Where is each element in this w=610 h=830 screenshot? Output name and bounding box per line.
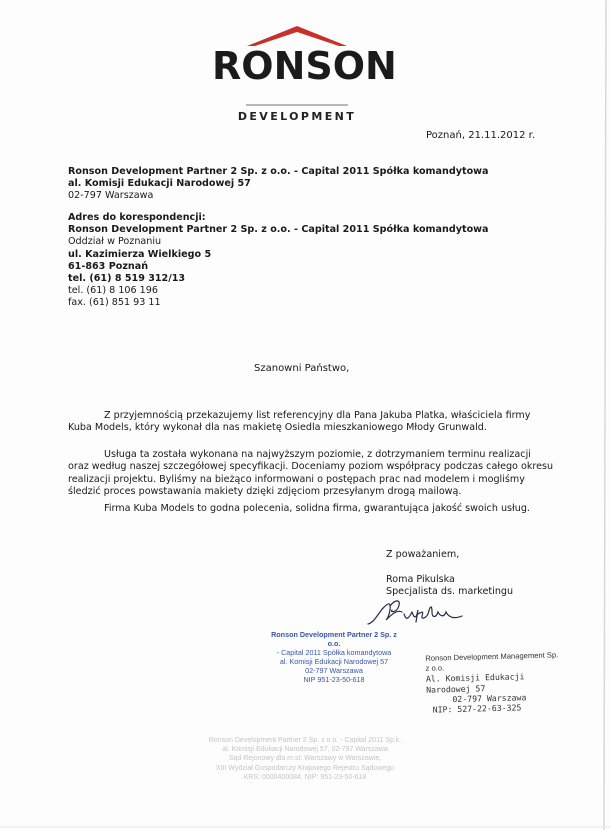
stamp-blue-line-1: Ronson Development Partner 2 Sp. z o.o. bbox=[271, 630, 397, 648]
paragraph-2-line-3: realizacji projektu. Byliśmy na bieżąco informowani o postępach prac nad modelem i mogliśmy bbox=[68, 473, 525, 485]
correspondence-company: Ronson Development Partner 2 Sp. z o.o. - Capital 2011 Spółka komandytowa bbox=[68, 224, 489, 236]
correspondence-tel1: tel. (61) 8 519 312/13 bbox=[68, 272, 186, 284]
correspondence-postcode: 61-863 Poznań bbox=[68, 260, 149, 272]
paragraph-1-line-2: Kuba Models, który wykonał dla nas makietę Osiedla mieszkaniowego Młody Grunwald. bbox=[68, 422, 487, 434]
correspondence-branch: Oddział w Poznaniu bbox=[68, 236, 162, 248]
closing: Z poważaniem, bbox=[386, 549, 460, 560]
logo-name: RONSON bbox=[212, 44, 397, 88]
correspondence-fax: fax. (61) 851 93 11 bbox=[68, 297, 161, 309]
footer-line-1: Ronson Development Partner 2 Sp. z o.o. - Capital 2011 Sp.k. bbox=[208, 737, 402, 744]
company-stamp-black bbox=[425, 650, 565, 715]
stamp-black-line-1: Ronson Development Management Sp. z o.o. bbox=[425, 650, 559, 674]
paragraph-2 bbox=[68, 449, 554, 499]
correspondence-heading: Adres do korespondencji: bbox=[68, 212, 206, 223]
footer-line-5: KRS: 0000400084, NIP: 951-23-50-618 bbox=[243, 773, 367, 781]
stamp-black-line-2: Al. Komisji Edukacji Narodowej 57 bbox=[425, 671, 525, 695]
recipient-address bbox=[68, 166, 489, 203]
paragraph-3-line-1: Firma Kuba Models to godna polecenia, solidna firma, gwarantująca jakość swoich usług. bbox=[104, 503, 530, 514]
paragraph-2-line-2: oraz według naszej szczegółowej specyfikacji. Doceniamy poziom współpracy podczas całego okresu bbox=[68, 461, 554, 473]
footer-line-4: XIII Wydział Gospodarczy Krajowego Rejestru Sądowego bbox=[215, 764, 395, 772]
stamp-blue-line-2: - Capital 2011 Spółka komandytowa bbox=[276, 648, 392, 657]
company-stamp-blue bbox=[268, 630, 400, 684]
paragraph-1 bbox=[68, 410, 531, 435]
correspondence-street: ul. Kazimierza Wielkiego 5 bbox=[68, 248, 212, 260]
stamp-black-line-3: 02-797 Warszawa bbox=[452, 691, 527, 704]
correspondence-address bbox=[68, 212, 489, 310]
handwritten-signature bbox=[362, 594, 472, 634]
paragraph-3 bbox=[68, 503, 528, 515]
ronson-logo bbox=[212, 22, 397, 123]
letter-date: Poznań, 21.11.2012 r. bbox=[426, 130, 536, 141]
signatory-name: Roma Pikulska bbox=[386, 574, 455, 585]
correspondence-tel2: tel. (61) 8 106 196 bbox=[68, 285, 158, 297]
footer-line-3: Sąd Rejonowy dla m.st. Warszawy w Warszawie, bbox=[228, 755, 382, 763]
paragraph-1-line-1: Z przyjemnością przekazujemy list referencyjny dla Pana Jakuba Platka, właściciela firmy bbox=[104, 410, 531, 421]
stamp-blue-line-3: al. Komisji Edukacji Narodowej 57 bbox=[279, 657, 389, 666]
footer-line-2: al. Komisji Edukacji Narodowej 57, 02-797 Warszawa bbox=[222, 746, 388, 754]
recipient-city: 02-797 Warszawa bbox=[68, 190, 154, 202]
signatory-title: Specjalista ds. marketingu bbox=[386, 586, 514, 598]
letter-footer bbox=[150, 736, 460, 782]
stamp-blue-line-5: NIP 951-23-50-618 bbox=[303, 675, 365, 684]
logo-tagline: DEVELOPMENT bbox=[237, 110, 357, 123]
recipient-company: Ronson Development Partner 2 Sp. z o.o. - Capital 2011 Spółka komandytowa bbox=[68, 166, 489, 177]
recipient-street: al. Komisji Edukacji Narodowej 57 bbox=[68, 178, 251, 190]
paragraph-2-line-1: Usługa ta została wykonana na najwyższym poziomie, z dotrzymaniem terminu realizacji bbox=[104, 449, 531, 460]
paragraph-2-line-4: śledzić proces powstawania makiety dzięki zdjęciom przesyłanym drogą mailową. bbox=[68, 486, 462, 498]
stamp-black-line-4: NIP: 527-22-63-325 bbox=[432, 702, 522, 715]
stamp-blue-line-4: 02-797 Warszawa bbox=[305, 666, 363, 675]
greeting: Szanowni Państwo, bbox=[254, 363, 350, 374]
